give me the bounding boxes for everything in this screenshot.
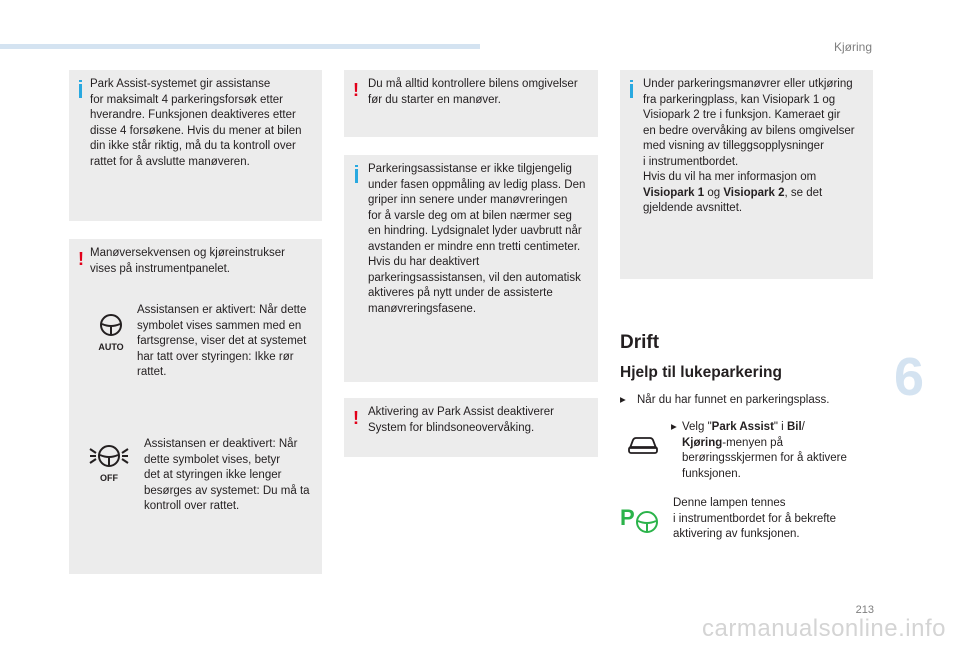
- visiopark-info-text: Under parkeringsmanøvrer eller utkjøring fra parkeringplass, kan Visiopark 1 og Visiopark 2 tre i funksjon. Kameraet gir en bedre overvåking av bilens omgivelser med visning av tilleggsopplysninger i instrumentbordet. Hvis du vil ha mer informasjon om Visiopark 1 og Visiopark 2, se det gjeldende avsnittet.: [643, 78, 855, 214]
- warning-icon: !: [78, 249, 84, 269]
- surroundings-warning-text: Du må alltid kontrollere bilens omgivelser før du starter en manøver.: [368, 78, 578, 106]
- park-assist-info-text: Parkeringsassistanse er ikke tilgjengelig under fasen oppmåling av ledig plass. Den griper inn senere under manøvreringen for å varsle deg om at bilen nærmer seg en hindring. Lydsignalet lyder uavbrutt når avstanden er mindre enn tretti centimeter. Hvis du har deaktivert parkeringsassistansen, vil den automatisk aktiveres på nytt under de assisterte manøvreringsfasene.: [368, 163, 586, 315]
- info-icon: [630, 84, 633, 98]
- auto-label: AUTO: [98, 342, 124, 352]
- steering-wheel-off-icon: [88, 441, 130, 483]
- warning-box-text: Manøversekvensen og kjøreinstrukser vises på instrumentpanelet.: [90, 247, 285, 275]
- info-icon: [79, 84, 82, 98]
- step-bullet: ▸: [671, 421, 677, 433]
- off-label: OFF: [100, 473, 118, 483]
- parallel-parking-heading: Hjelp til lukeparkering: [620, 364, 782, 381]
- blind-spot-warning-text: Aktivering av Park Assist deaktiverer System for blindsoneovervåking.: [368, 406, 554, 434]
- bullet-text-1: Når du har funnet en parkeringsplass.: [637, 394, 830, 406]
- page-number: 213: [855, 604, 874, 616]
- step-text: Velg "Park Assist" i Bil/ Kjøring-menyen på berøringsskjermen for å aktivere funksjonen.: [682, 421, 847, 480]
- car-icon: [626, 432, 660, 458]
- info-icon: [355, 169, 358, 183]
- lamp-letter: P: [620, 505, 635, 530]
- section-title: Kjøring: [833, 40, 872, 54]
- warning-box: [69, 239, 322, 574]
- drift-heading: Drift: [620, 332, 660, 353]
- assist-active-text: Assistansen er aktivert: Når dette symbolet vises sammen med en fartsgrense, viser det at systemet har tatt over styringen: Ikke rør rattet.: [137, 304, 307, 378]
- park-assist-lamp-icon: [620, 503, 660, 537]
- bullet-marker: ▸: [620, 394, 626, 406]
- assist-inactive-text: Assistansen er deaktivert: Når dette symbolet vises, betyr det at styringen ikke lenger besørges av systemet: Du må ta kontroll over rattet.: [144, 438, 310, 512]
- watermark: carmanualsonline.info: [702, 615, 946, 642]
- top-accent-bar: [0, 44, 480, 49]
- warning-icon: !: [353, 80, 359, 100]
- steering-wheel-auto-icon: [96, 310, 126, 352]
- lamp-text: Denne lampen tennes i instrumentbordet for å bekrefte aktivering av funksjonen.: [673, 497, 836, 540]
- info-box-text: Park Assist-systemet gir assistanse for maksimalt 4 parkeringsforsøk etter hverandre. Funksjonen deaktiveres etter disse 4 forsøkene. Hvis du mener at bilen din ikke står riktig, må du ta kontroll over rattet for å avslutte manøveren.: [90, 78, 302, 168]
- warning-icon: !: [353, 408, 359, 428]
- chapter-tab-number: 6: [894, 347, 925, 407]
